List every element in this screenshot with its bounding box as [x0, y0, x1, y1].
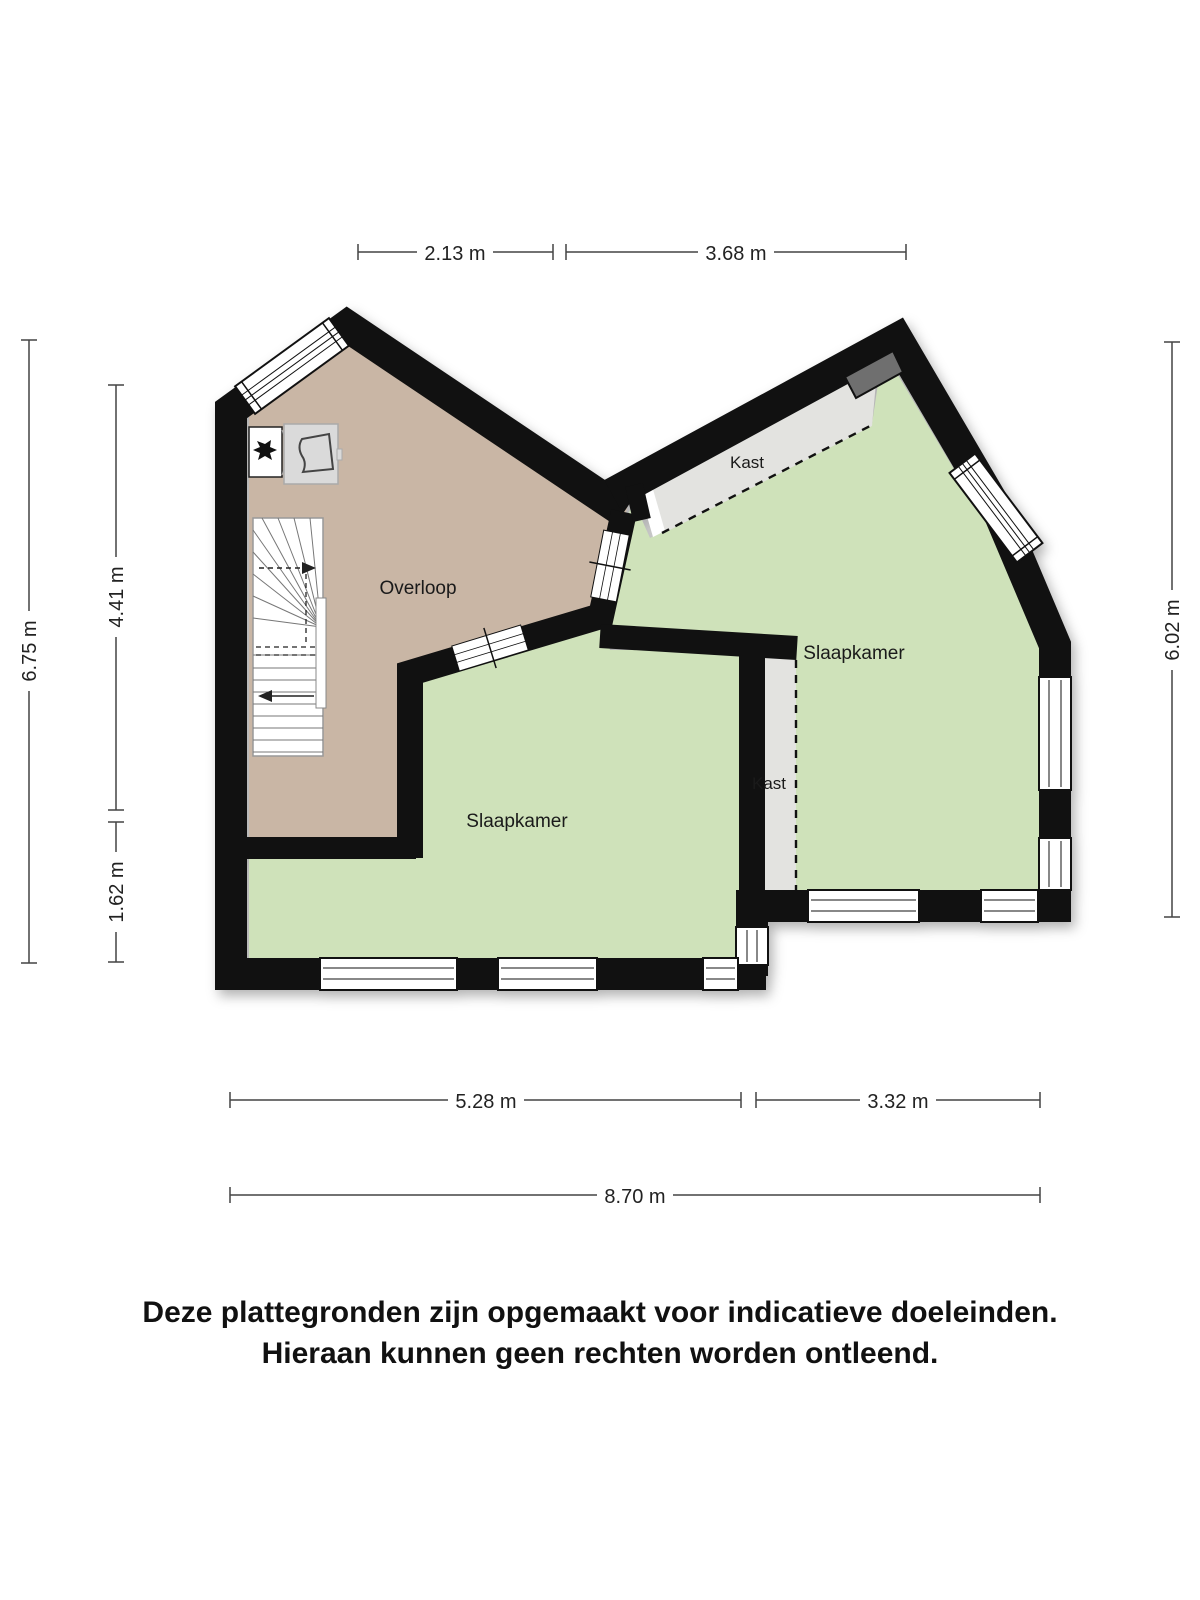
window-bottom-left-3: [703, 958, 738, 990]
dimension-left-1-labelbox: [17, 611, 41, 691]
disclaimer-line-1: Deze plattegronden zijn opgemaakt voor indicatieve doeleinden.: [142, 1296, 1058, 1329]
window-right-upper: [1039, 677, 1071, 790]
window-east-step: [736, 927, 768, 965]
closet-right-label: Kast: [751, 774, 787, 793]
disclaimer-line-2: Hieraan kunnen geen rechten worden ontleend.: [261, 1337, 939, 1370]
dimension-top-1-label: 2.13 m: [424, 243, 486, 265]
dimension-right-1-label: 6.02 m: [1162, 599, 1184, 661]
floorplan-drawing: [231, 318, 1071, 990]
bedroom-right-label: Slaapkamer: [803, 643, 905, 664]
dimension-bottom-2-label: 3.32 m: [867, 1091, 929, 1113]
dimension-left-2-label: 4.41 m: [106, 566, 128, 628]
dimension-left-2-labelbox: [104, 557, 128, 637]
window-bottom-left-1: [320, 958, 457, 990]
bedroom-left-label: Slaapkamer: [466, 811, 568, 832]
overloop-label: Overloop: [379, 578, 457, 599]
dimension-left-3-labelbox: [104, 852, 128, 932]
stair-handrail: [316, 598, 326, 708]
wall-closet-stub: [634, 485, 642, 520]
dimension-bottom-3-label: 8.70 m: [604, 1186, 666, 1208]
dimension-bottom-1-label: 5.28 m: [455, 1091, 517, 1113]
staircase: [253, 518, 326, 756]
window-bottom-left-2: [498, 958, 597, 990]
laundry-basket: [284, 424, 342, 484]
wall-below-pinch: [600, 636, 797, 648]
window-right-lower: [1039, 838, 1071, 890]
dimension-left-3-label: 1.62 m: [106, 861, 128, 923]
dimension-left-1-label: 6.75 m: [19, 620, 41, 682]
appliance: [249, 427, 287, 477]
dimension-right-1-labelbox: [1160, 590, 1184, 670]
closet-top-label: Kast: [729, 453, 765, 472]
window-bottom-right-2: [981, 890, 1038, 922]
dimension-top-2-label: 3.68 m: [705, 243, 767, 265]
window-bottom-right-1: [808, 890, 919, 922]
